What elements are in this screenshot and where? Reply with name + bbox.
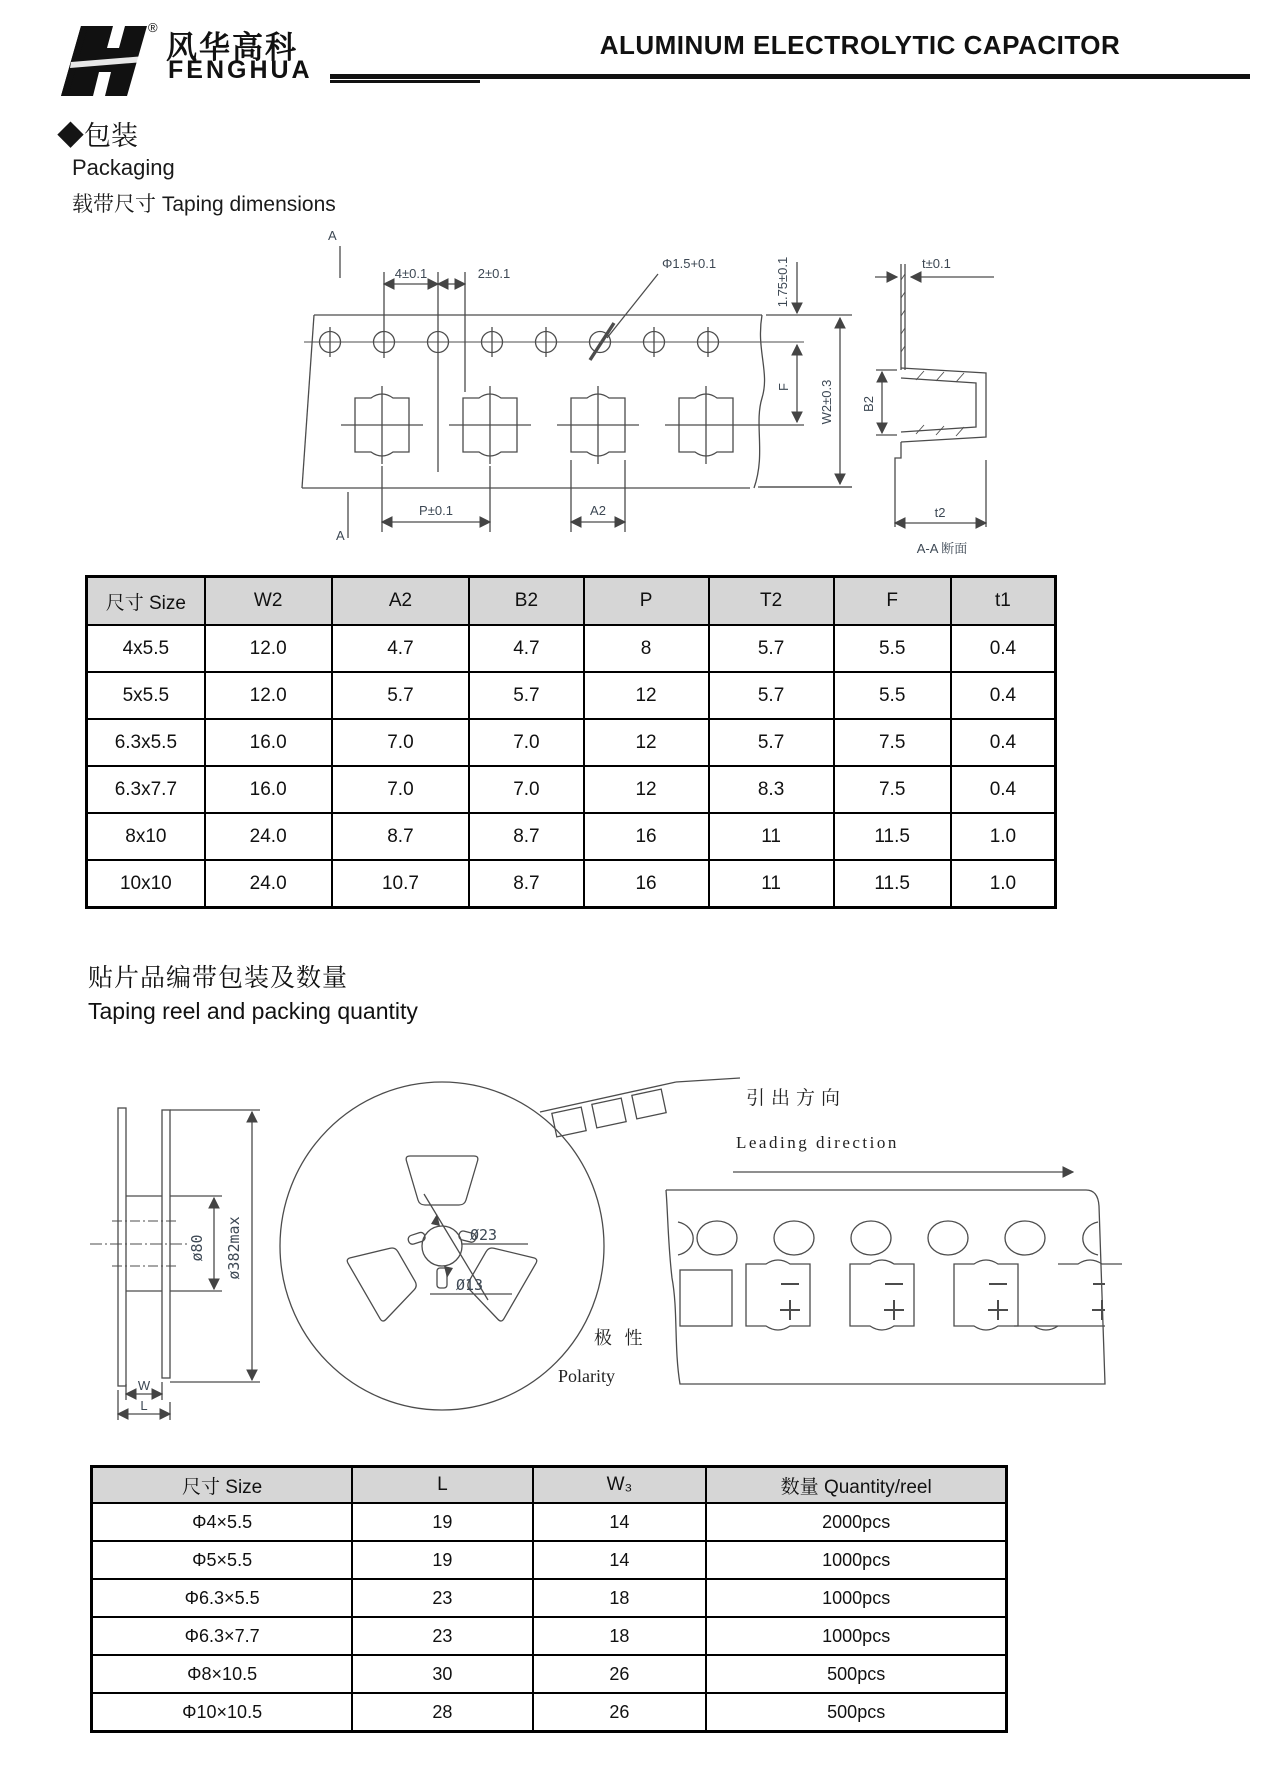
table-cell: 11.5 [834,860,951,908]
column-header: T2 [709,577,834,626]
table-cell: 24.0 [205,813,332,860]
taping-dimensions-table [85,575,1057,909]
reel-heading-en: Taping reel and packing quantity [88,998,418,1024]
taping-dimensions-drawing [292,220,1012,565]
section-a-top-label: A [328,228,337,243]
column-header: W2 [205,577,332,626]
table-cell: 8.3 [709,766,834,813]
leading-direction-label-cn: 引出方向 [746,1088,847,1109]
table-cell: 4.7 [332,625,470,672]
table-cell: 30 [352,1655,532,1693]
dia-80-label: ø80 [188,1234,206,1262]
table-cell: 0.4 [951,719,1056,766]
table-cell: 10x10 [87,860,205,908]
table-cell: 18 [533,1579,707,1617]
column-header: W₃ [533,1467,707,1504]
table-cell: 6.3x5.5 [87,719,205,766]
table-cell: 2000pcs [706,1503,1006,1541]
brand-name-cn: 风华高科 [166,30,298,65]
table-cell: 5.7 [709,672,834,719]
table-cell: Φ8×10.5 [92,1655,353,1693]
table-cell: 4x5.5 [87,625,205,672]
table-cell: 7.5 [834,719,951,766]
column-header: 尺寸 Size [87,577,205,626]
table-cell: 7.0 [332,766,470,813]
table-cell: 23 [352,1617,532,1655]
packaging-heading-cn: ◆包装 [57,121,138,151]
table-row [92,1541,1007,1579]
table-cell: 11.5 [834,813,951,860]
table-cell: 12 [584,766,709,813]
header-rule-thin [330,80,480,83]
table-cell: 19 [352,1503,532,1541]
dim-t-label: t±0.1 [922,256,951,271]
dim-w2-label: W2±0.3 [819,379,834,425]
table-cell: Φ4×5.5 [92,1503,353,1541]
dim-l-label: L [140,1398,148,1413]
column-header: t1 [951,577,1056,626]
table-cell: 1000pcs [706,1617,1006,1655]
reel-heading-cn: 贴片品编带包装及数量 [88,964,349,992]
table-cell: 0.4 [951,672,1056,719]
table-cell: 8 [584,625,709,672]
column-header: F [834,577,951,626]
table-cell: 500pcs [706,1693,1006,1732]
table-cell: 12 [584,719,709,766]
table-cell: 5.7 [332,672,470,719]
table-cell: 5.5 [834,625,951,672]
dim-w-label: W [137,1378,151,1393]
table-cell: 6.3x7.7 [87,766,205,813]
table-cell: Φ6.3×5.5 [92,1579,353,1617]
taping-reel-drawing [88,1048,1128,1463]
dim-4-label: 4±0.1 [394,266,428,281]
table-cell: Φ5×5.5 [92,1541,353,1579]
table-cell: 28 [352,1693,532,1732]
table-row [92,1579,1007,1617]
polarity-label-en: Polarity [558,1366,615,1386]
table-cell: 0.4 [951,625,1056,672]
section-caption: A-A 断面 [916,541,968,556]
table-cell: 8.7 [469,813,583,860]
column-header: L [352,1467,532,1504]
table-cell: 1.0 [951,813,1056,860]
table-row [87,625,1056,672]
table-cell: 16 [584,860,709,908]
taping-dimensions-subheading: 载带尺寸 Taping dimensions [72,193,336,216]
table-row [87,860,1056,908]
header-rule [330,74,1250,79]
table-cell: 16.0 [205,719,332,766]
dim-f-label: F [776,383,791,391]
table-cell: 5.5 [834,672,951,719]
dim-t2-label: t2 [934,505,946,520]
leading-direction-label-en: Leading direction [736,1133,899,1152]
dia-23-label: Ø23 [470,1226,498,1244]
polarity-label-cn: 极 性 [594,1328,647,1348]
table-cell: 26 [533,1655,707,1693]
table-cell: Φ10×10.5 [92,1693,353,1732]
table-cell: 7.0 [469,766,583,813]
table-cell: 8.7 [469,860,583,908]
table-row [87,766,1056,813]
registered-mark: ® [148,20,158,35]
table-cell: 10.7 [332,860,470,908]
dim-p-label: P±0.1 [419,503,453,518]
table-cell: 7.0 [469,719,583,766]
table-cell: 5.7 [709,719,834,766]
column-header: B2 [469,577,583,626]
table-row [92,1617,1007,1655]
table-cell: 24.0 [205,860,332,908]
table-row [87,813,1056,860]
table-cell: 12.0 [205,672,332,719]
table-cell: 1000pcs [706,1579,1006,1617]
dim-hole-label: Φ1.5+0.1 [662,256,717,271]
table-cell: 14 [533,1503,707,1541]
table-cell: 5.7 [709,625,834,672]
table-cell: 5x5.5 [87,672,205,719]
table-cell: 16 [584,813,709,860]
table-cell: 11 [709,860,834,908]
table-cell: 5.7 [469,672,583,719]
column-header: 尺寸 Size [92,1467,353,1504]
column-header: A2 [332,577,470,626]
table-cell: 7.5 [834,766,951,813]
table-cell: 0.4 [951,766,1056,813]
dim-b2-label: B2 [861,396,876,412]
page-title: ALUMINUM ELECTROLYTIC CAPACITOR [599,30,1121,60]
table-cell: 7.0 [332,719,470,766]
table-cell: 500pcs [706,1655,1006,1693]
table-cell: 4.7 [469,625,583,672]
dim-175-label: 1.75±0.1 [775,256,790,308]
dia-13-label: Ø13 [456,1276,484,1294]
table-cell: 18 [533,1617,707,1655]
packaging-heading-en: Packaging [72,155,175,180]
table-row [92,1503,1007,1541]
table-row [92,1693,1007,1732]
table-row [87,672,1056,719]
table-cell: 8.7 [332,813,470,860]
table-cell: 8x10 [87,813,205,860]
column-header: 数量 Quantity/reel [706,1467,1006,1504]
table-cell: 1.0 [951,860,1056,908]
table-cell: 11 [709,813,834,860]
table-cell: 12 [584,672,709,719]
column-header: P [584,577,709,626]
table-row [92,1655,1007,1693]
section-a-bottom-label: A [336,528,345,543]
fenghua-logo [55,22,155,98]
dia-382-label: ø382max [225,1216,243,1280]
dim-2-label: 2±0.1 [477,266,511,281]
table-cell: 16.0 [205,766,332,813]
polarity-plus-icon [780,1300,1105,1320]
table-cell: 19 [352,1541,532,1579]
table-row [87,719,1056,766]
table-cell: 26 [533,1693,707,1732]
table-cell: 12.0 [205,625,332,672]
table-cell: 23 [352,1579,532,1617]
brand-name-en: FENGHUA [168,56,313,84]
dim-a2-label: A2 [590,503,606,518]
table-cell: Φ6.3×7.7 [92,1617,353,1655]
table-cell: 1000pcs [706,1541,1006,1579]
table-cell: 14 [533,1541,707,1579]
reel-quantity-table [90,1465,1008,1733]
